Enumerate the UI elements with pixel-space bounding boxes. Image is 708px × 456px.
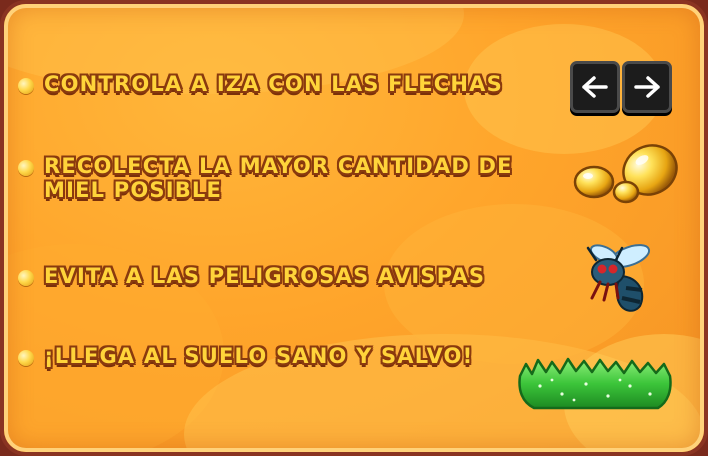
instruction-row-wasps <box>18 264 485 288</box>
grass-ground-icon <box>516 356 674 414</box>
instruction-row-honey <box>18 154 548 202</box>
wasp-icon <box>582 242 662 318</box>
instruction-text-controls: CONTROLA A IZA CON LAS FLECHAS <box>44 72 503 96</box>
instruction-text-honey: RECOLECTA LA MAYOR CANTIDAD DE MIEL POSIBLE <box>44 154 513 202</box>
instruction-text-wasps: EVITA A LAS PELIGROSAS AVISPAS <box>44 264 486 288</box>
arrow-right-key-icon <box>622 61 672 113</box>
honey-drops-icon <box>570 140 682 210</box>
bullet-icon <box>18 78 34 94</box>
instruction-row-ground <box>18 344 473 368</box>
bullet-icon <box>18 270 34 286</box>
bullet-icon <box>18 350 34 366</box>
instruction-row-controls <box>18 72 503 96</box>
arrow-left-key-icon <box>570 61 620 113</box>
instruction-text-ground: ¡LLEGA AL SUELO SANO Y SALVO! <box>44 344 474 368</box>
bullet-icon <box>18 160 34 176</box>
